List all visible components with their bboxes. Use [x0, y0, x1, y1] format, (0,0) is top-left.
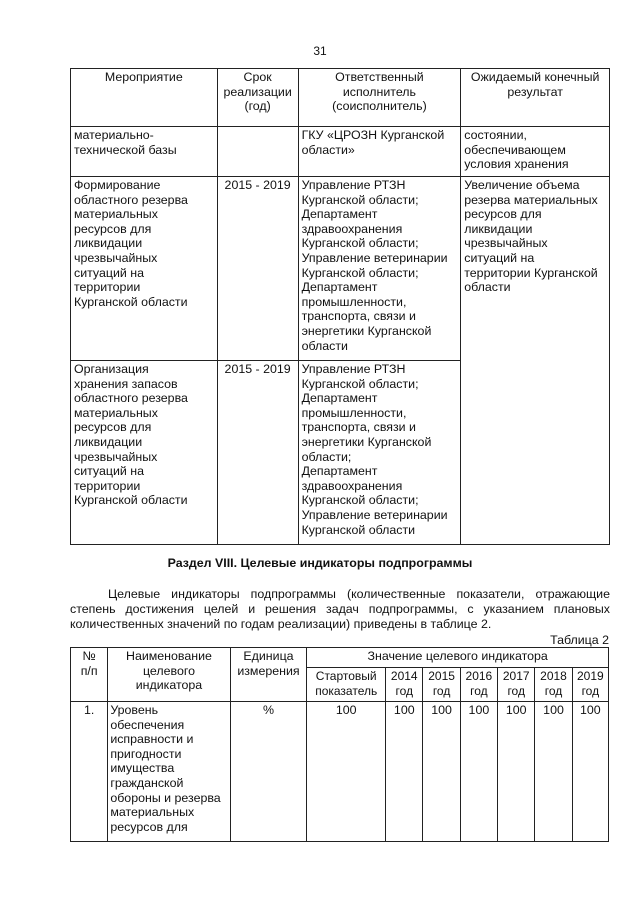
page-number: 31	[313, 44, 327, 58]
executor-cell	[298, 127, 461, 177]
text-line: Департамент	[301, 207, 378, 222]
intro-paragraph	[70, 587, 610, 633]
text-line: (год)	[244, 99, 271, 114]
text-line: Единица	[243, 649, 294, 663]
text-line: условия хранения	[464, 157, 569, 172]
text-line: ликвидации	[74, 236, 143, 251]
text-line: ситуаций на	[74, 464, 144, 479]
header-num	[71, 648, 108, 702]
text-line: материальных	[74, 207, 158, 222]
text-line: территории	[74, 280, 141, 295]
year-value: 100	[460, 702, 497, 842]
paragraph-line: Целевые индикаторы подпрограммы (количественные показатели, отражающие	[108, 587, 610, 601]
measures-table	[70, 68, 610, 545]
measure-cell	[71, 177, 218, 361]
text-line: Управление ветеринарии	[301, 250, 448, 265]
text-line: материальных	[74, 405, 158, 420]
text-line: транспорта, связи и	[301, 420, 416, 435]
text-line: Формирование	[74, 178, 161, 192]
text-line: Курганской области	[301, 522, 416, 537]
text-line: области»	[301, 142, 355, 157]
text-line: области	[301, 338, 348, 353]
text-line: Ответственный	[335, 70, 424, 84]
period-cell	[217, 127, 298, 177]
year-value: 100	[386, 702, 423, 842]
text-line: области;	[301, 449, 352, 464]
text-line: ситуаций на	[464, 250, 535, 265]
indicator-name	[108, 702, 230, 842]
period-cell: 2015 - 2019	[217, 177, 298, 361]
header-result	[461, 69, 610, 127]
text-line: Управление РТЗН	[301, 178, 406, 192]
text-line: ресурсов для	[464, 207, 542, 222]
header-name	[108, 648, 230, 702]
text-line: ГКУ «ЦРОЗН Курганской	[301, 128, 445, 142]
text-line: Уровень	[110, 703, 159, 717]
table-label: Таблица 2	[550, 633, 609, 647]
year-value: 100	[423, 702, 460, 842]
text-line: реализации	[223, 84, 292, 99]
text-line: ресурсов для	[74, 420, 152, 435]
text-line: Управление РТЗН	[301, 362, 406, 376]
text-line: ресурсов для	[110, 819, 188, 834]
text-line: п/п	[80, 663, 98, 678]
text-line: энергетики Курганской	[301, 323, 432, 338]
text-line: Курганской области;	[301, 376, 419, 391]
text-line: области	[464, 280, 511, 295]
base-value: 100	[307, 702, 386, 842]
header-base	[307, 668, 386, 702]
paragraph-line: степень достижения целей и решения задач подпрограммы, с указанием плановых	[70, 602, 610, 617]
text-line: измерения	[237, 663, 300, 678]
text-line: здравоохранения	[301, 478, 403, 493]
text-line: Организация	[74, 362, 149, 376]
text-line: имущества	[110, 761, 175, 776]
unit-cell: %	[230, 702, 307, 842]
text-line: Курганской области;	[301, 493, 419, 508]
text-line: обеспечивающем	[464, 142, 566, 157]
text-line: ресурсов для	[74, 221, 152, 236]
executor-cell	[298, 361, 461, 545]
text-line: (соисполнитель)	[332, 99, 427, 114]
text-line: Наименование	[126, 649, 212, 663]
text-line: исправности и	[110, 732, 194, 747]
text-line: областного резерва	[74, 391, 188, 406]
text-line: Департамент	[301, 280, 378, 295]
section-title: Раздел VIII. Целевые индикаторы подпрограммы	[167, 556, 473, 570]
result-cell	[461, 177, 610, 545]
text-line: состоянии,	[464, 128, 527, 142]
year-value: 100	[498, 702, 535, 842]
text-line: резерва материальных	[464, 192, 598, 207]
text-line: энергетики Курганской	[301, 434, 432, 449]
header-year: 2018 год	[535, 668, 572, 702]
text-line: промышленности,	[301, 294, 407, 309]
row-num: 1.	[71, 702, 108, 842]
executor-cell	[298, 177, 461, 361]
text-line: показатель	[315, 683, 378, 698]
result-cell	[461, 127, 610, 177]
text-line: целевого индикатора	[135, 663, 203, 693]
text-line: Управление ветеринарии	[301, 507, 448, 522]
text-line: ликвидации	[464, 221, 533, 236]
header-year: 2016 год	[460, 668, 497, 702]
text-line: Курганской области;	[301, 265, 419, 280]
text-line: обеспечения	[110, 717, 185, 732]
text-line: чрезвычайных	[464, 236, 548, 251]
header-measure	[71, 69, 218, 127]
header-period	[217, 69, 298, 127]
text-line: чрезвычайных	[74, 449, 158, 464]
header-unit	[230, 648, 307, 702]
text-line: здравоохранения	[301, 221, 403, 236]
header-executor	[298, 69, 461, 127]
text-line: Курганской области	[74, 294, 188, 309]
table-row	[71, 127, 610, 177]
text-line: Ожидаемый конечный	[470, 70, 600, 84]
text-line: территории Курганской	[464, 265, 598, 280]
measure-cell	[71, 361, 218, 545]
text-line: Департамент	[301, 391, 378, 406]
text-line: промышленности,	[301, 405, 407, 420]
paragraph-line: количественных значений по годам реализации) приведены в таблице 2.	[70, 617, 492, 632]
measure-cell	[71, 127, 218, 177]
text-line: технической базы	[74, 142, 177, 157]
header-year: 2017 год	[498, 668, 535, 702]
text-line: обороны и резерва	[110, 790, 221, 805]
text-line: территории	[74, 478, 141, 493]
year-value: 100	[572, 702, 608, 842]
text-line: Срок	[243, 70, 272, 84]
text-line: ситуаций на	[74, 265, 144, 280]
text-line: областного резерва	[74, 192, 188, 207]
text-line: №	[82, 649, 96, 663]
year-value: 100	[535, 702, 572, 842]
text-line: Курганской области;	[301, 192, 419, 207]
text-line: Курганской области	[74, 493, 188, 508]
text-line: материально-	[74, 128, 154, 142]
table-row	[71, 177, 610, 361]
header-year: 2019 год	[572, 668, 608, 702]
text-line: Департамент	[301, 464, 378, 479]
text-line: результат	[507, 84, 563, 99]
header-year: 2015 год	[423, 668, 460, 702]
table-row	[71, 702, 609, 842]
header-value: Значение целевого индикатора	[307, 648, 609, 668]
text-line: чрезвычайных	[74, 250, 158, 265]
text-line: пригодности	[110, 746, 182, 761]
period-cell: 2015 - 2019	[217, 361, 298, 545]
text-line: транспорта, связи и	[301, 309, 416, 324]
text-line: материальных	[110, 805, 195, 820]
text-line: гражданской	[110, 775, 184, 790]
text-line: Курганской области;	[301, 236, 419, 251]
text-line: Увеличение объема	[464, 178, 580, 192]
indicators-table	[70, 647, 609, 842]
text-line: Мероприятие	[104, 70, 183, 84]
text-line: ликвидации	[74, 434, 143, 449]
text-line: хранения запасов	[74, 376, 178, 391]
text-line: исполнитель	[342, 84, 416, 99]
header-year: 2014 год	[386, 668, 423, 702]
text-line: Стартовый	[315, 669, 377, 683]
